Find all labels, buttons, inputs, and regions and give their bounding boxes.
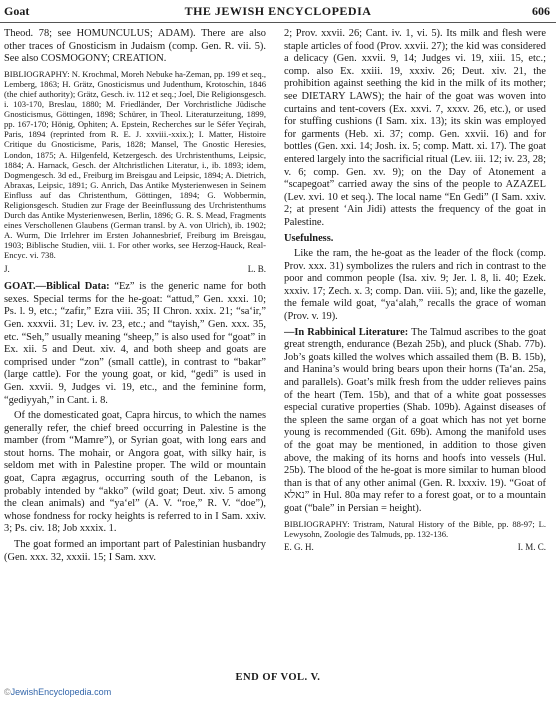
symbolism-paragraph: Like the ram, the he-goat as the leader of the flock (comp. Prov. xxx. 31) symbolizes the rulers and rich in contrast to the poor and common people (Isa. xiv. 9; Jer. l. 8, li. 40; Ezek. xxxiv. 17; Zech. x. 3; comp. Dan. viii. 5); and, like the gazelle, the female wild goat, “ya‘alah,” recalls the grace of woman (Prov. v. 19). <box>284 248 546 323</box>
signature-left: J. <box>4 263 10 274</box>
left-column <box>4 28 266 668</box>
right-column <box>284 28 546 668</box>
signature-right: I. M. C. <box>517 541 546 552</box>
signature-right: L. B. <box>247 263 266 274</box>
signature-gnosticism <box>4 263 266 276</box>
rabbinical-heading: —In Rabbinical Literature: <box>284 326 409 338</box>
signature-left: E. G. H. <box>284 541 314 552</box>
goat-heading: GOAT.—Biblical Data: <box>4 281 110 293</box>
running-head-left: Goat <box>4 4 30 18</box>
running-head-title: THE JEWISH ENCYCLOPEDIA <box>184 4 372 18</box>
bibliography-gnosticism: BIBLIOGRAPHY: N. Krochmal, Moreh Nebuke ha-Zeman, pp. 199 et seq., Lemberg, 1863; H. Grätz, Gnosticismus und Judenthum, Krotoschin, 1846 (the chief authority); Grätz, Gesch. iv. 112 et seq.; Joel, Die Religionsgesch. i. 103-170, Breslau, 1880; M. Friedländer, Der Vorchristliche Jüdische Gnosticismus, Göttingen, 1898; Schürer, in Theol. Literaturzeitung, 1899, pp. 167-170; Hönig, Ophiten; A. Epstein, Recherches sur le Séfer Yeçirah, Paris, 1894 (reprinted from R. E. J. xxviii.-xxix.); I. Matter, Histoire Critique du Gnosticisme, Paris, 1828; Mansel, The Gnostic Heresies, London, 1875; A. Hilgenfeld, Ketzergesch. des Urchristenthums, Leipsic, 1884; A. Harnack, Gesch. der Altchristlichen Literatur, i., ib. 1893; idem, Dogmengesch. 3d ed., Freiburg im Breisgau and Leipsic, 1894; A. Dietrich, Abraxas, Leipsic, 1891; G. Anrich, Das Antike Mysterienwesen in Seinem Einfluss auf das Christenthum, Göttingen, 1894; G. Wobbermin, Religionsgesch. Studien zur Frage der Beeinflussung des Urchristenthums Durch das Antike Mysterienwesen, Berlin, 1896; G. R. S. Mead, Fragments eines Verschollenen Glaubens (German transl. by A. von Ulrich), ib. 1902; A. Wurm, Die Irrlehrer im Ersten Johannesbrief, Freiburg im Breisgau, 1903; Biblische Studien, viii. 1. For other works, see Herzog-Hauck, Real-Encyc. vi. 738. <box>4 68 266 261</box>
usefulness-marginal <box>284 233 546 246</box>
end-of-volume: END OF VOL. V. <box>235 672 321 683</box>
usefulness-label: Usefulness. <box>284 232 334 244</box>
page-number: 606 <box>532 4 550 18</box>
intro-paragraph: Theod. 78; see HOMUNCULUS; ADAM). There are also other traces of Gnosticism in Judaism (comp. Gen. R. vii. 5). See also COSMOGONY; CREATION. <box>4 28 266 65</box>
goat-paragraph-3: The goat formed an important part of Palestinian husbandry (Gen. xxx. 32, xxxii. 15; I Sam. xxv. <box>4 539 266 563</box>
bibliography-goat: BIBLIOGRAPHY: Tristram, Natural History of the Bible, pp. 88-97; L. Lewysohn, Zoologie des Talmuds, pp. 132-136. <box>284 518 546 539</box>
footer <box>4 687 111 697</box>
signature-goat <box>284 541 546 554</box>
goat-paragraph-2: Of the domesticated goat, Capra hircus, to which the names generally refer, the chief breed occurring in Palestine is the mamber (from “Mamre”), or Syrian goat, with long ears and stout horns. The mohair, or Angora goat, with silky hair, is seldom met with in Palestine proper. The wild or mountain goat, Capra ægagrus, occurring south of the Lebanon, is probably intended by “akko” (wild goat; Deut. xiv. 5 among the clean animals) and “ya‘el” (A. V. “roe,” R. V. “doe”), whose fondness for rocky heights is referred to in I Sam. xxiv. 3; Ps. civ. 18; Job xxxix. 1. <box>4 410 266 535</box>
page-header <box>0 0 556 23</box>
usefulness-paragraph: 2; Prov. xxvii. 26; Cant. iv. 1, vi. 5). Its milk and flesh were staple articles of food (Prov. xxvii. 27); the kid was considered a delicacy (Gen. xxvii. 9, 14; Judges vi. 19, xiii. 15, etc.; comp. also Ex. xxiii. 19, xxxiv. 26; Deut. xiv. 21, the prohibition against seething the kid in the milk of its mother; see DIETARY LAWS); the hair of the goat was woven into curtains and tent-covers (Ex. xxvi. 7, xxxv. 26, etc.), or used for stuffing cushions (I Sam. xix. 13); its skin was employed for garments (Heb. xi. 37; comp. Gen. xxvii. 16) and for bottles (Gen. xxi. 14; Josh. ix. 5; comp. Matt. xi. 17). The goat entered largely into the sacrificial ritual (Lev. iii. 12; iv. 23, 28; v. 6; comp. Gen. xv. 9); on the Day of Atonement a “scapegoat” carried away the sins of the people to AZAZEL (Lev. xvi. 10 et seq.). The local name “En Gedi” (I Sam. xxiv. 2; at present ‘Ain Jidi) attests the frequency of the goat in Palestine. <box>284 28 546 228</box>
rabbinical-text: The Talmud ascribes to the goat great strength, endurance (Bezah 25b), and pluck (Shab. 77b). Job’s goats killed the wolves which assailed them (B. B. 15b), and Hanina’s would bring bears upon their horns (Ta‘an. 25a, and parallels). Goat’s milk fresh from the udder relieves pains of the heart (Tem. 15b), and that of a white goat possesses especial curative properties (Shab. 109b). Against diseases of the spleen the same organ of a goat which has not yet borne young is recommended (Git. 69b). Among the manifold uses of the goat may be mentioned, in addition to those given above, the making of its horns and hoofs into vessels (Hul. 25b). The blood of the he-goat is more similar to human blood than is that of any other animal (Gen. R. lxxxiv. 19). “Goat of נאלא” in Hul. 80a may refer to a forest goat, or to a mountain goat (“bale” in Persian = height). <box>284 326 546 514</box>
site-link[interactable]: JewishEncyclopedia.com <box>10 687 112 697</box>
copyright-mark: © <box>4 687 11 697</box>
goat-p1-text: “Ez” is the generic name for both sexes. Special terms for the he-goat: “attud,” Gen. xxxi. 10; Ps. l. 9, etc.; “zafir,” Ezra viii. 35; II Chron. xxix. 21; “sa‘ir,” Gen. xxxvii. 31; Lev. iv. 23, etc.; and “tayish,” Gen. xxx. 35, etc. “Seh,” usually meaning “sheep,” is also used for “goat” in Ex. xii. 5 and Deut. xiv. 4, and both sheep and goats are comprised under “zon” (small cattle), in contrast to “bakar” (large cattle). For the young goat, or kid, “gedi” is used in Gen. xxvii. 9, Judges vi. 19, etc., and the feminine form, “gediyyah,” in Cant. i. 8. <box>4 281 266 406</box>
goat-paragraph-1 <box>4 281 266 407</box>
rabbinical-paragraph <box>284 327 546 516</box>
